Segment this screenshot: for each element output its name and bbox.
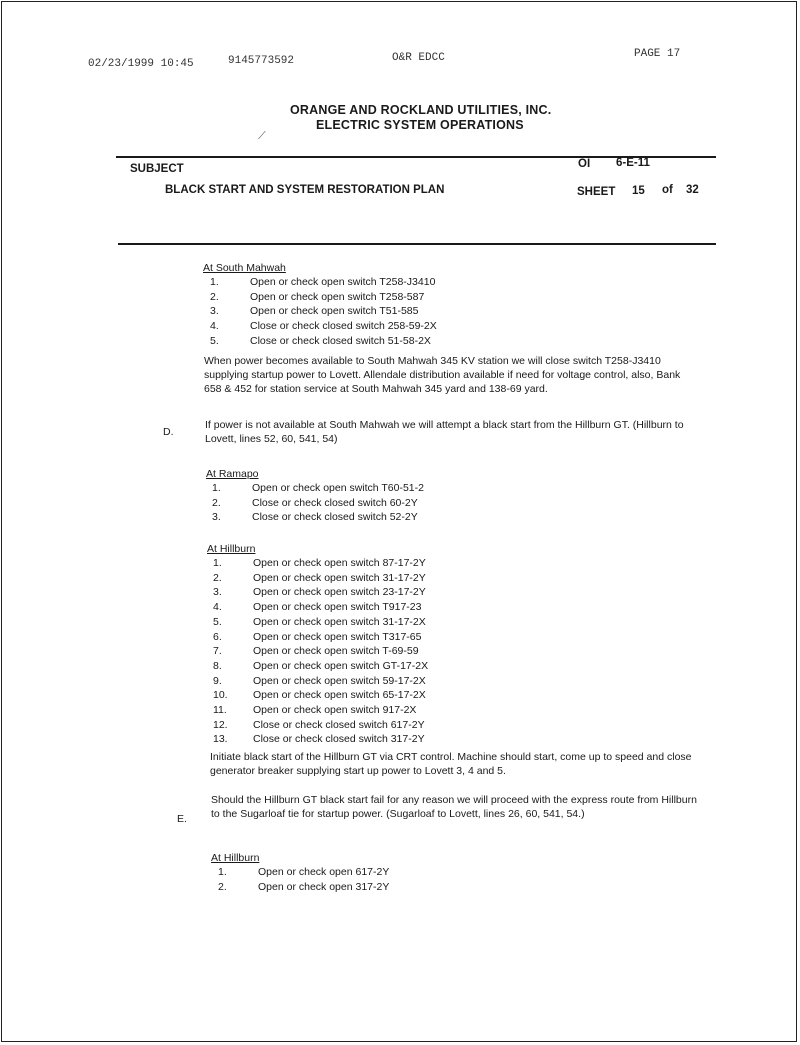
fax-phone: 9145773592 bbox=[228, 55, 295, 67]
sheet-label: SHEET bbox=[577, 186, 616, 198]
list-item: 1. Open or check open switch T258-J3410 bbox=[210, 276, 436, 288]
south-mahwah-list bbox=[208, 275, 437, 349]
list-item: 2. Open or check open 317-2Y bbox=[218, 880, 390, 893]
list-item: 7. Open or check open switch T-69-59 bbox=[213, 645, 419, 658]
south-mahwah-paragraph: When power becomes available to South Mahwah 345 KV station we will close switch T258-J3410 supplying startup power to Lovett. Allendale distribution available if need for voltage control, also, Bank 658 & 452 for station service at South Mahwah 345 yard and 138-69 yard. bbox=[204, 355, 681, 395]
list-item: 5. Close or check closed switch 51-58-2X bbox=[210, 334, 431, 347]
list-item: 3. Open or check open switch 23-17-2Y bbox=[213, 586, 426, 599]
company-name: ORANGE AND ROCKLAND UTILITIES, INC. bbox=[290, 103, 552, 117]
section-e-text: Should the Hillburn GT black start fail for any reason we will proceed with the express route from Hillburn to the Sugarloaf tie for startup power. (Sugarloaf to Lovett, lines 26, 60, 541, 54.) bbox=[211, 794, 697, 820]
list-item: 2. Close or check closed switch 60-2Y bbox=[212, 496, 418, 509]
subject-label: SUBJECT bbox=[130, 163, 184, 175]
list-item: 1. Open or check open switch 87-17-2Y bbox=[213, 557, 426, 569]
list-item: 12. Close or check closed switch 617-2Y bbox=[213, 718, 425, 731]
hillburn-paragraph: Initiate black start of the Hillburn GT via CRT control. Machine should start, come up to speed and close generator breaker supplying start up power to Lovett 3, 4 and 5. bbox=[210, 751, 692, 777]
list-item: 3. Close or check closed switch 52-2Y bbox=[212, 511, 418, 524]
list-item: 1. Open or check open 617-2Y bbox=[218, 866, 390, 878]
ramapo-list bbox=[210, 481, 424, 525]
logo-mark: ⟋ bbox=[258, 130, 266, 142]
fax-sender: O&R EDCC bbox=[392, 52, 445, 64]
sheet-value: 15 bbox=[632, 185, 645, 197]
list-item: 5. Open or check open switch 31-17-2X bbox=[213, 615, 426, 628]
hillburn2-heading: At Hillburn bbox=[211, 852, 260, 864]
hillburn-heading: At Hillburn bbox=[207, 543, 256, 555]
hillburn-list bbox=[211, 556, 428, 747]
list-item: 1. Open or check open switch T60-51-2 bbox=[212, 482, 424, 494]
hillburn2-list bbox=[216, 865, 389, 894]
section-e-label: E. bbox=[177, 813, 187, 825]
fax-page: PAGE 17 bbox=[634, 48, 681, 60]
company-dept: ELECTRIC SYSTEM OPERATIONS bbox=[316, 118, 524, 132]
list-item: 13. Close or check closed switch 317-2Y bbox=[213, 733, 425, 746]
oi-value: 6-E-11 bbox=[616, 157, 650, 169]
list-item: 2. Open or check open switch T258-587 bbox=[210, 290, 425, 303]
list-item: 11. Open or check open switch 917-2X bbox=[213, 704, 417, 717]
list-item: 3. Open or check open switch T51-585 bbox=[210, 305, 419, 318]
sheet-total: 32 bbox=[686, 184, 699, 196]
list-item: 6. Open or check open switch T317-65 bbox=[213, 630, 422, 643]
of-label: of bbox=[662, 184, 673, 196]
subject-title: BLACK START AND SYSTEM RESTORATION PLAN bbox=[165, 184, 445, 196]
list-item: 9. Open or check open switch 59-17-2X bbox=[213, 674, 426, 687]
section-d-label: D. bbox=[163, 426, 174, 438]
list-item: 4. Open or check open switch T917-23 bbox=[213, 601, 422, 614]
list-item: 8. Open or check open switch GT-17-2X bbox=[213, 659, 429, 672]
ramapo-heading: At Ramapo bbox=[206, 468, 259, 480]
bottom-rule bbox=[118, 243, 716, 245]
list-item: 4. Close or check closed switch 258-59-2X bbox=[210, 320, 437, 333]
section-d-text: If power is not available at South Mahwah we will attempt a black start from the Hillburn GT. (Hillburn to Lovett, lines 52, 60, 541, 54) bbox=[205, 419, 684, 445]
south-mahwah-heading: At South Mahwah bbox=[203, 262, 286, 274]
fax-datetime: 02/23/1999 10:45 bbox=[88, 58, 194, 70]
list-item: 10. Open or check open switch 65-17-2X bbox=[213, 689, 426, 702]
list-item: 2. Open or check open switch 31-17-2Y bbox=[213, 571, 426, 584]
oi-label: OI bbox=[578, 158, 591, 170]
